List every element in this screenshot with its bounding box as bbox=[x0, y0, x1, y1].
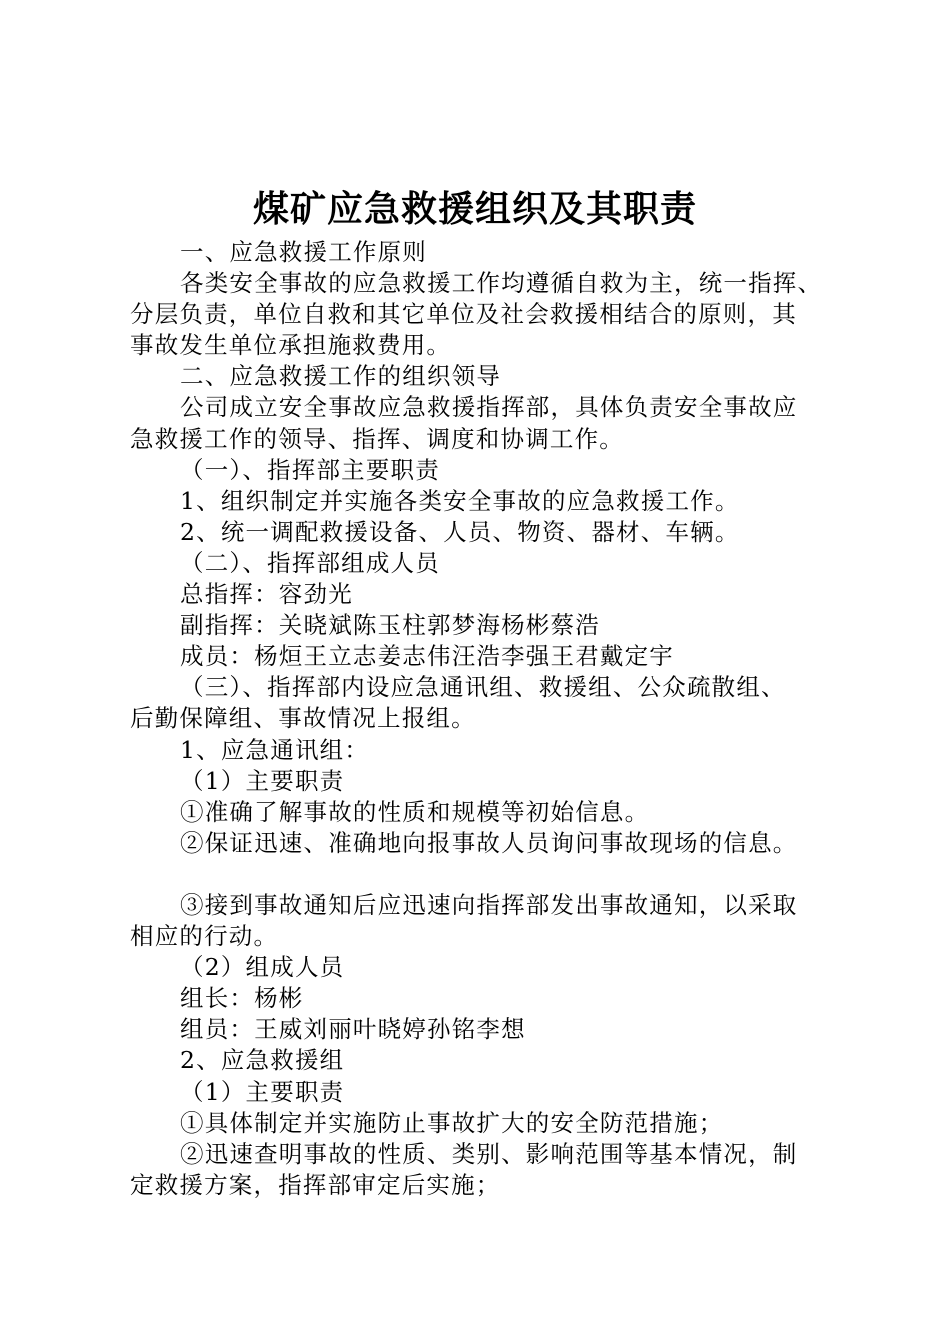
list-item: 2、统一调配救援设备、人员、物资、器材、车辆。 bbox=[180, 517, 740, 546]
item-heading: （1）主要职责 bbox=[180, 766, 345, 795]
blank-line bbox=[130, 859, 835, 890]
section-heading-1: 一、应急救援工作原则 bbox=[180, 238, 427, 266]
section-heading-2: 二、应急救援工作的组织领导 bbox=[180, 362, 502, 391]
paragraph-line: 后勤保障组、事故情况上报组。 bbox=[130, 704, 476, 733]
member-line: 总指挥：容劲光 bbox=[180, 580, 353, 609]
paragraph-line: 公司成立安全事故应急救援指挥部，具体负责安全事故应 bbox=[180, 393, 798, 422]
paragraph-line: 各类安全事故的应急救援工作均遵循自救为主，统一指挥、 bbox=[180, 269, 823, 298]
paragraph-line: 分层负责，单位自救和其它单位及社会救援相结合的原则，其 bbox=[130, 300, 797, 329]
item-heading: （1）主要职责 bbox=[180, 1077, 345, 1106]
list-item: ①具体制定并实施防止事故扩大的安全防范措施； bbox=[180, 1108, 724, 1137]
list-item: ①准确了解事故的性质和规模等初始信息。 bbox=[180, 797, 650, 826]
list-item: ②保证迅速、准确地向报事故人员询问事故现场的信息。 bbox=[180, 828, 798, 857]
paragraph-line: 急救援工作的领导、指挥、调度和协调工作。 bbox=[130, 424, 624, 453]
paragraph-line: 相应的行动。 bbox=[130, 922, 279, 951]
list-item: 1、组织制定并实施各类安全事故的应急救援工作。 bbox=[180, 486, 740, 515]
member-line: 副指挥：关晓斌陈玉柱郭梦海杨彬蔡浩 bbox=[180, 611, 600, 640]
subsection-heading: （二）、指挥部组成人员 bbox=[180, 548, 440, 577]
member-line: 组员：王威刘丽叶晓婷孙铭李想 bbox=[180, 1015, 526, 1044]
document-body bbox=[130, 237, 835, 1201]
subsection-heading: （三）、指挥部内设应急通讯组、救援组、公众疏散组、 bbox=[180, 673, 786, 702]
group-heading: 1、应急通讯组： bbox=[180, 735, 370, 764]
list-item: ③接到事故通知后应迅速向指挥部发出事故通知，以采取 bbox=[180, 890, 798, 919]
item-heading: （2）组成人员 bbox=[180, 953, 345, 982]
paragraph-line: 事故发生单位承担施救费用。 bbox=[130, 331, 452, 360]
group-heading: 2、应急救援组 bbox=[180, 1046, 345, 1075]
document-title: 煤矿应急救援组织及其职责 bbox=[252, 188, 697, 230]
member-line: 成员：杨烜王立志姜志伟汪浩李强王君戴定宇 bbox=[180, 642, 674, 671]
subsection-heading: （一）、指挥部主要职责 bbox=[180, 455, 440, 484]
list-item: ②迅速查明事故的性质、类别、影响范围等基本情况，制 bbox=[180, 1139, 798, 1168]
member-line: 组长：杨彬 bbox=[180, 984, 304, 1013]
paragraph-line: 定救援方案，指挥部审定后实施； bbox=[130, 1170, 501, 1199]
